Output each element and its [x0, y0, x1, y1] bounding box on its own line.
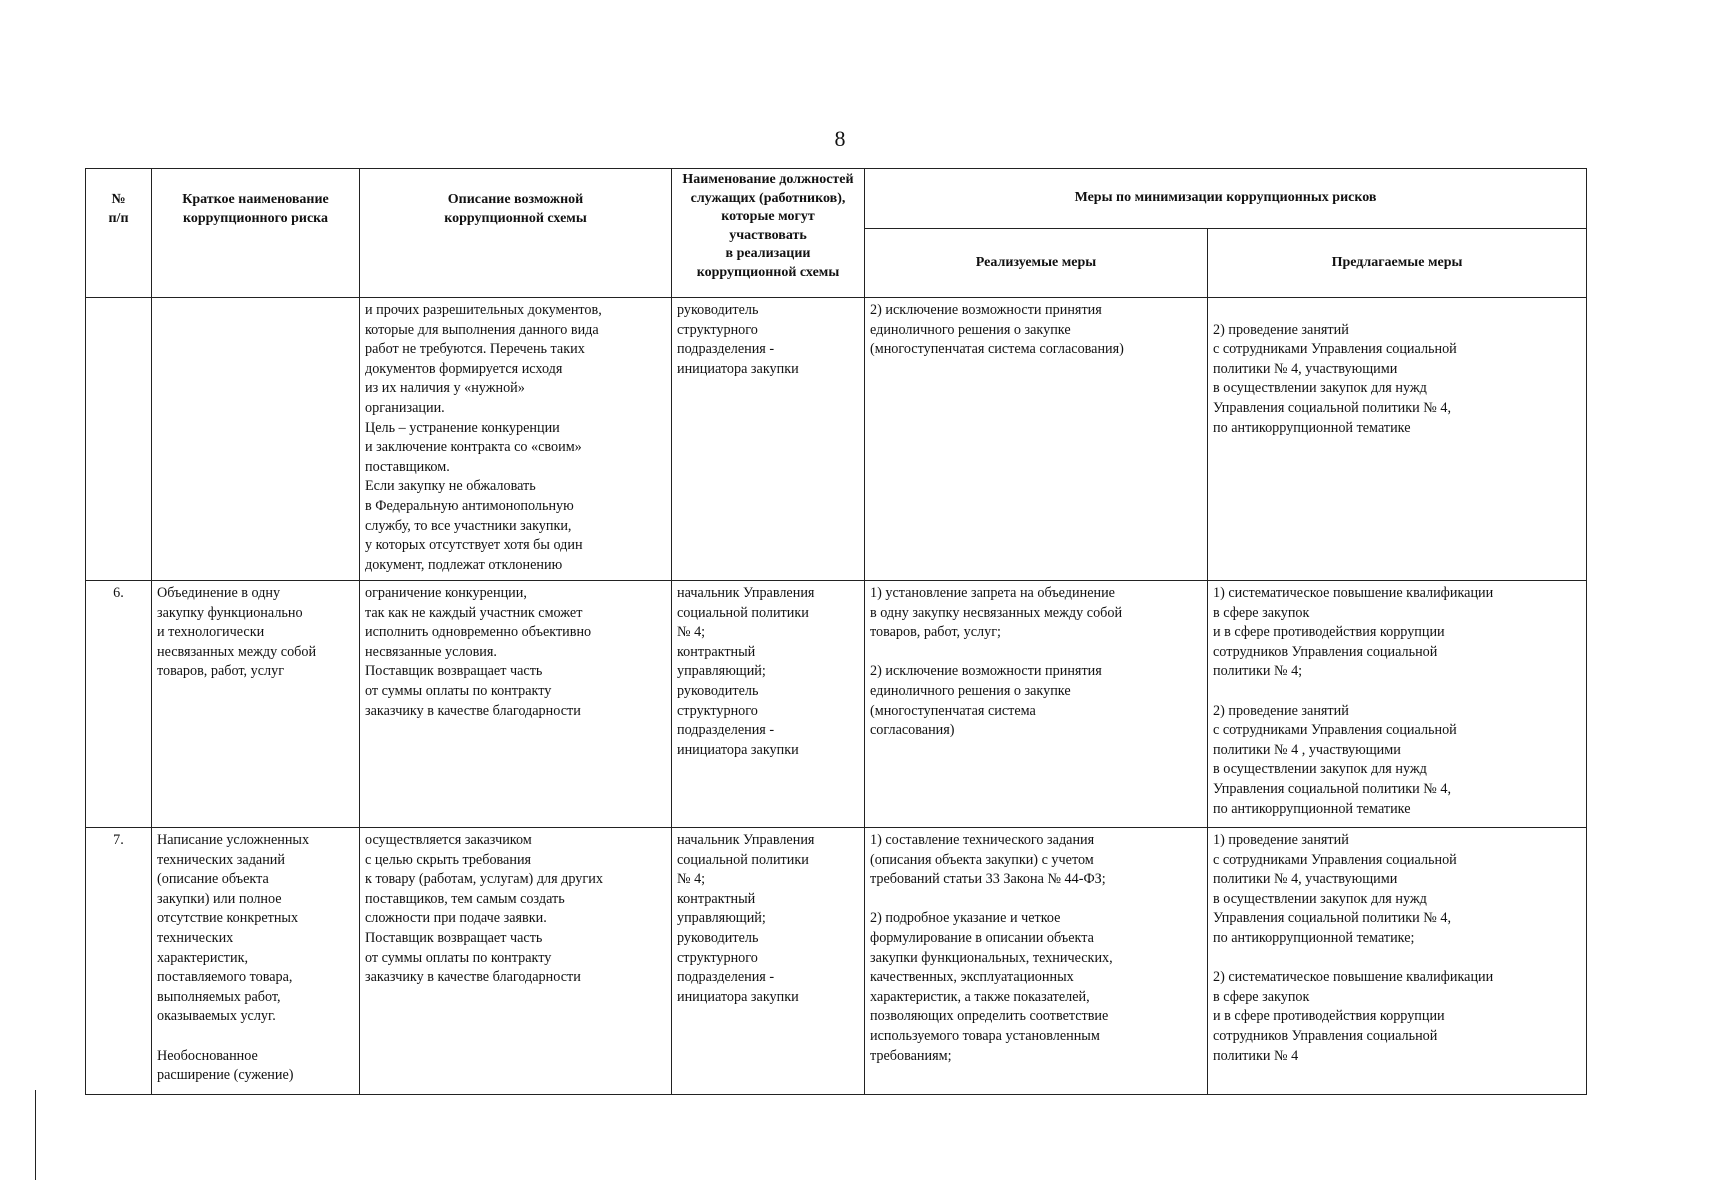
header-number: № п/п — [86, 169, 152, 298]
margin-binding-line — [35, 1090, 36, 1180]
scheme-description: ограничение конкуренции, так как не каждый участник сможет исполнить одновременно объективно несвязанные условия. Поставщик возвращает часть от суммы оплаты по контракту заказчику в качестве благодарности — [360, 581, 672, 828]
row-number: 6. — [86, 581, 152, 828]
scheme-description: осуществляется заказчиком с целью скрыть требования к товару (работам, услугам) для других поставщиков, тем самым создать сложности при подаче заявки. Поставщик возвращает часть от суммы оплаты по контракту заказчику в качестве благодарности — [360, 828, 672, 1095]
proposed-measures: 1) проведение занятий с сотрудниками Управления социальной политики № 4, участвующими в осуществлении закупок для нужд Управления социальной политики № 4, по антикоррупционной тематике; 2) систематическое повышение квалификации в сфере закупок и в сфере противодействия коррупции сотрудников Управления социальной политики № 4 — [1208, 828, 1587, 1095]
corruption-risk-table — [85, 168, 1587, 1095]
header-scheme-description: Описание возможной коррупционной схемы — [360, 169, 672, 298]
header-measures: Меры по минимизации коррупционных рисков — [865, 169, 1587, 229]
page-number: 8 — [834, 126, 846, 151]
row-number — [86, 298, 152, 581]
header-implemented-measures: Реализуемые меры — [865, 229, 1208, 298]
header-proposed-measures: Предлагаемые меры — [1208, 229, 1587, 298]
proposed-measures: 2) проведение занятий с сотрудниками Управления социальной политики № 4, участвующими в осуществлении закупок для нужд Управления социальной политики № 4, по антикоррупционной тематике — [1208, 298, 1587, 581]
table-header-row — [86, 169, 1587, 229]
implemented-measures: 1) составление технического задания (описания объекта закупки) с учетом требований статьи 33 Закона № 44-ФЗ; 2) подробное указание и четкое формулирование в описании объекта закупки функциональных, технических, качественных, эксплуатационных характеристик, а также показателей, позволяющих определить соответствие используемого товара установленным требованиям; — [865, 828, 1208, 1095]
row-number: 7. — [86, 828, 152, 1095]
positions: начальник Управления социальной политики № 4; контрактный управляющий; руководитель структурного подразделения - инициатора закупки — [672, 581, 865, 828]
risk-name: Написание усложненных технических заданий (описание объекта закупки) или полное отсутствие конкретных технических характеристик, поставляемого товара, выполняемых работ, оказываемых услуг. Необоснованное расширение (сужение) — [152, 828, 360, 1095]
header-positions: Наименование должностей служащих (работников), которые могут участвовать в реализации коррупционной схемы — [672, 169, 865, 298]
table-row — [86, 298, 1587, 581]
table-row — [86, 581, 1587, 828]
risk-name: Объединение в одну закупку функционально и технологически несвязанных между собой товаров, работ, услуг — [152, 581, 360, 828]
risk-name — [152, 298, 360, 581]
table-row — [86, 828, 1587, 1095]
scheme-description: и прочих разрешительных документов, которые для выполнения данного вида работ не требуются. Перечень таких документов формируется исходя из их наличия у «нужной» организации. Цель – устранение конкуренции и заключение контракта со «своим» поставщиком. Если закупку не обжаловать в Федеральную антимонопольную службу, то все участники закупки, у которых отсутствует хотя бы один документ, подлежат отклонению — [360, 298, 672, 581]
proposed-measures: 1) систематическое повышение квалификации в сфере закупок и в сфере противодействия коррупции сотрудников Управления социальной политики № 4; 2) проведение занятий с сотрудниками Управления социальной политики № 4 , участвующими в осуществлении закупок для нужд Управления социальной политики № 4, по антикоррупционной тематике — [1208, 581, 1587, 828]
header-risk-name: Краткое наименование коррупционного риска — [152, 169, 360, 298]
positions: начальник Управления социальной политики № 4; контрактный управляющий; руководитель структурного подразделения - инициатора закупки — [672, 828, 865, 1095]
implemented-measures: 1) установление запрета на объединение в одну закупку несвязанных между собой товаров, работ, услуг; 2) исключение возможности принятия единоличного решения о закупке (многоступенчатая система согласования) — [865, 581, 1208, 828]
positions: руководитель структурного подразделения - инициатора закупки — [672, 298, 865, 581]
implemented-measures: 2) исключение возможности принятия единоличного решения о закупке (многоступенчатая система согласования) — [865, 298, 1208, 581]
